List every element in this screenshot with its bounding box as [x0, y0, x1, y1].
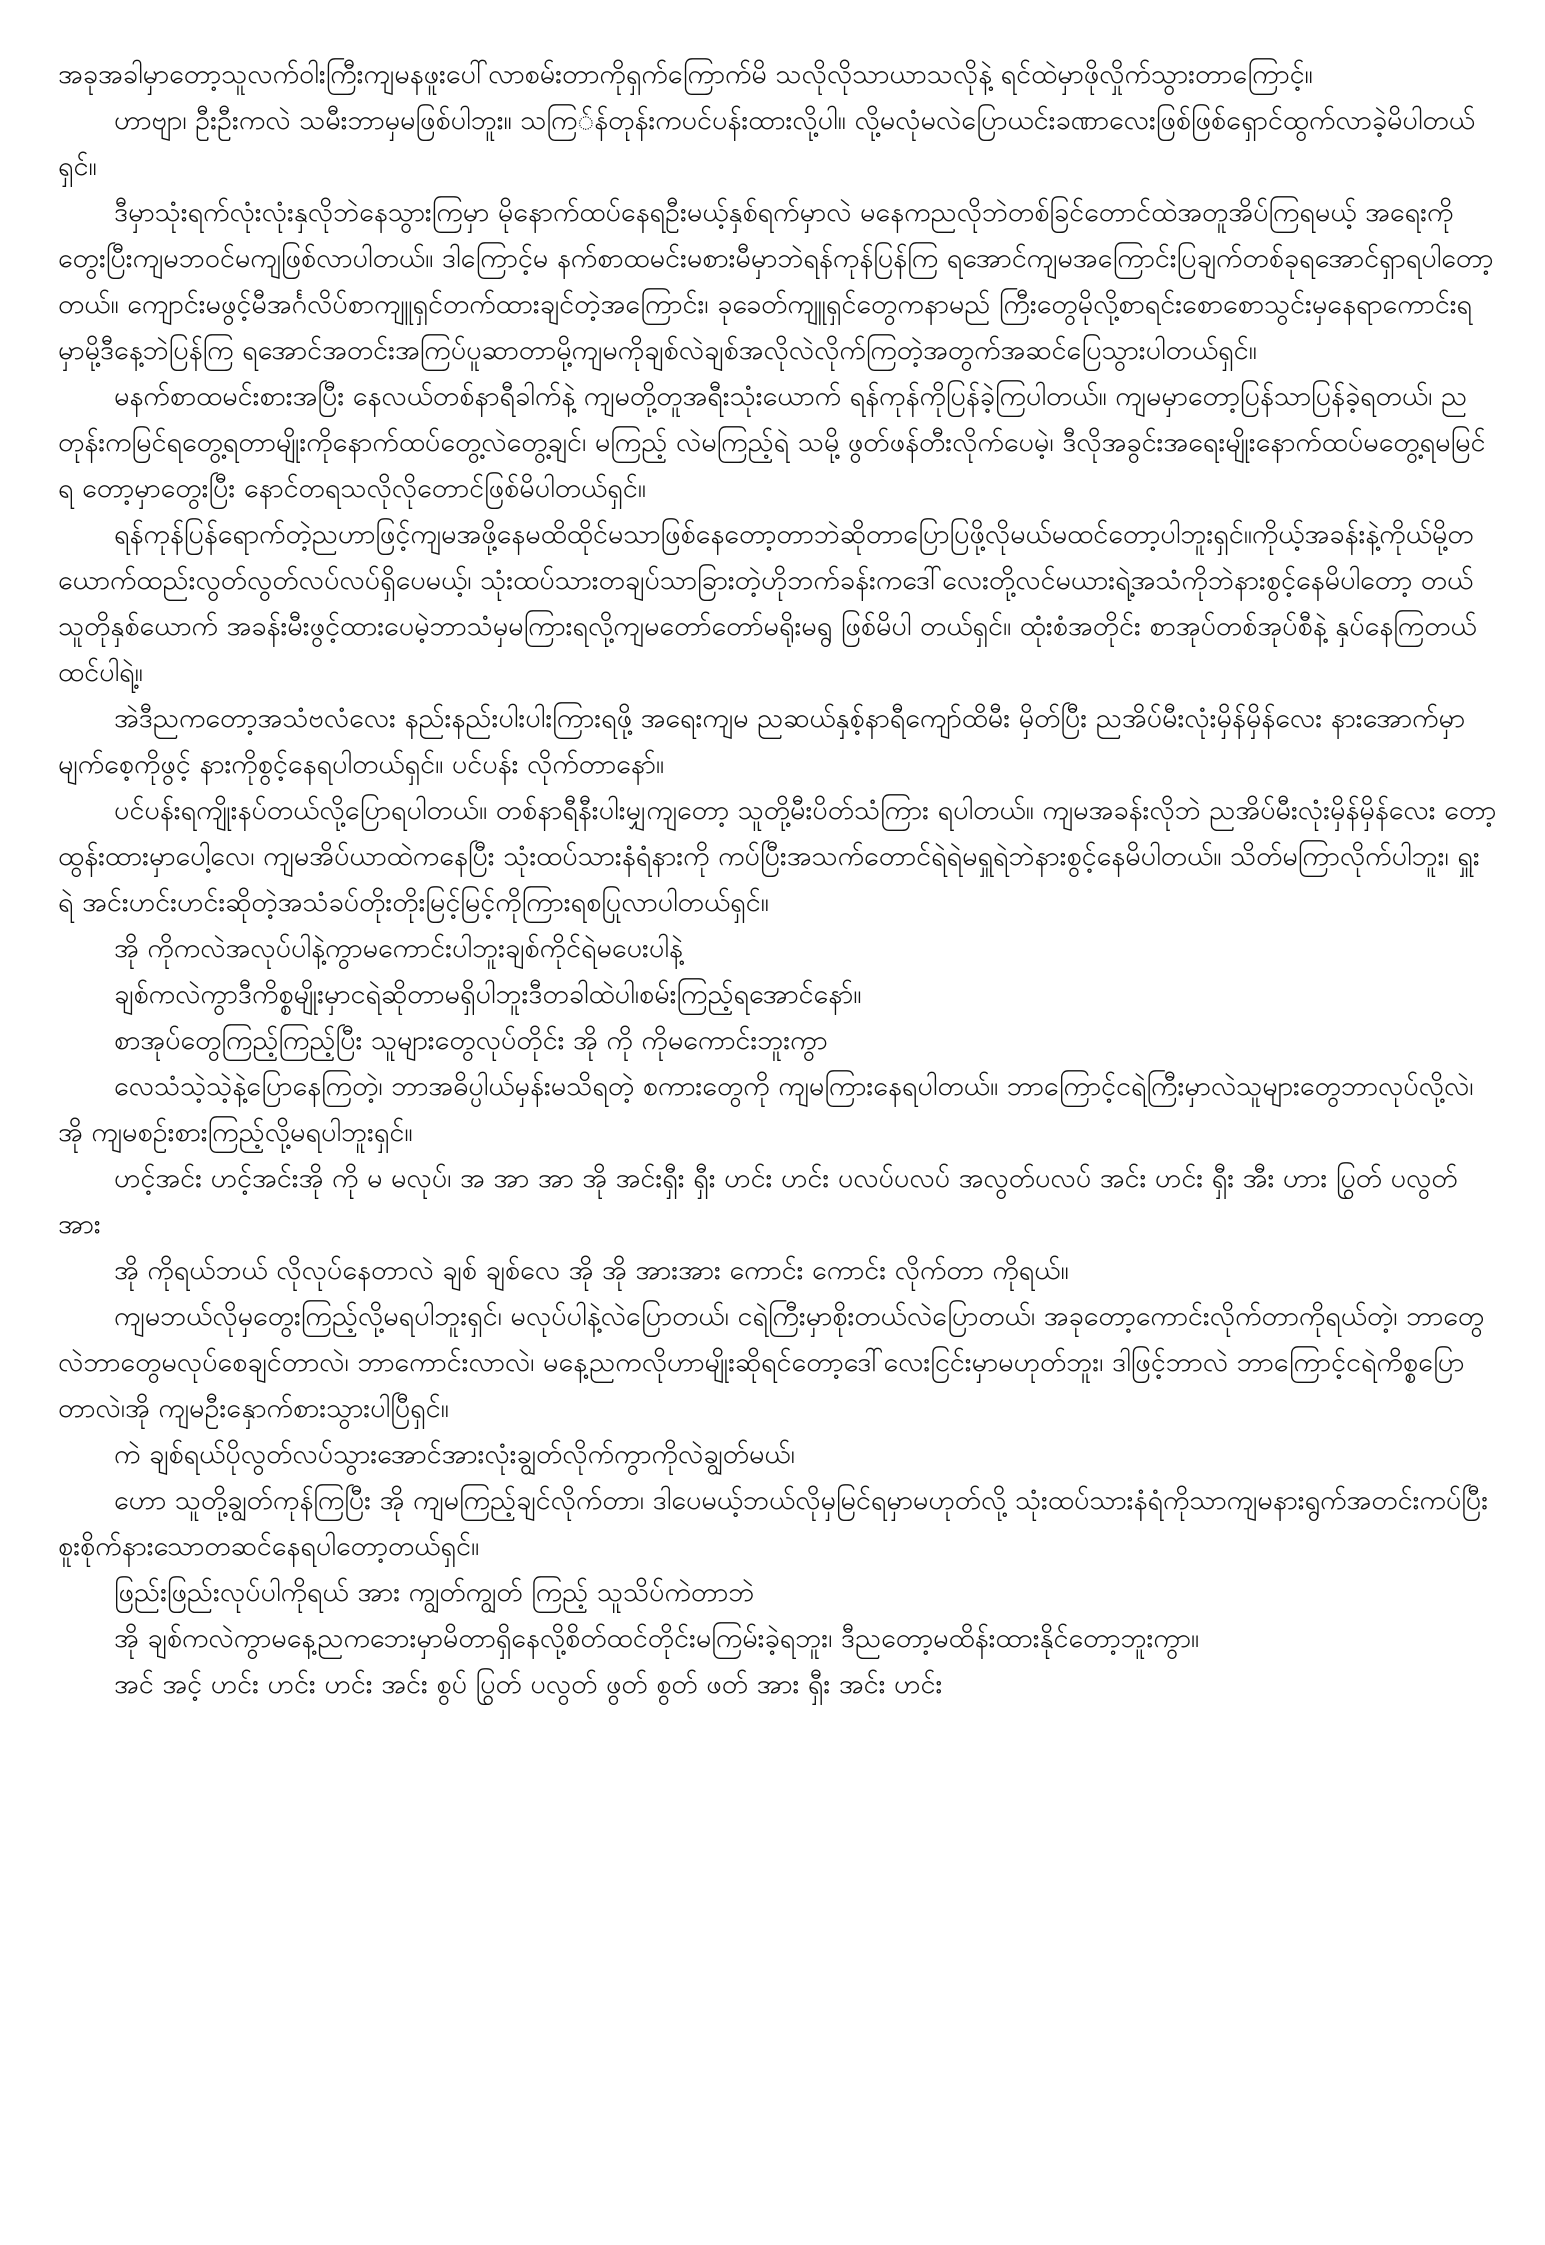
paragraph-2: ဟာဗျာ၊ ဦးဦးကလဲ သမီးဘာမှမဖြစ်ပါဘူး။ သကြ်န်တုန်းကပင်ပန်းထားလို့ပါ။ လို့မလုံမလဲပြောယင်းခဏာလေးဖြစ်ဖြစ်ရှောင်ထွက်လာခဲ့မိပါတယ်ရှင်။ [58, 105, 1475, 182]
paragraph-9: ချစ်ကလဲကွာဒီကိစ္စမျိုးမှာငရဲဆိုတာမရှိပါဘူးဒီတခါထဲပါ၊စမ်းကြည့်ရအောင်နော်။ [114, 979, 862, 1010]
paragraph-19: အင် အင့် ဟင်း ဟင်း ဟင်း အင်း စွပ် ပြွတ် ပလွတ် ဖွတ် စွတ် ဖတ် အား ရှီး အင်း ဟင်း [114, 1669, 943, 1700]
paragraph-10: စာအုပ်တွေကြည့်ကြည့်ပြီး သူများတွေလုပ်တိုင်း အို ကို ကိုမကောင်းဘူးကွာ [114, 1025, 828, 1056]
paragraph-17: ဖြည်းဖြည်းလုပ်ပါကိုရယ် အား ကျွတ်ကျွတ် ကြည့် သူသိပ်ကဲတာဘဲ [114, 1577, 755, 1608]
paragraph-16: ဟော သူတို့ချွတ်ကုန်ကြပြီး အို ကျမကြည့်ချင်လိုက်တာ၊ ဒါပေမယ့်ဘယ်လိုမှမြင်ရမှာမဟုတ်လို့ သုံးထပ်သားနံရံကိုသာကျမနားရွက်အတင်းကပ်ပြီးစူးစိုက်နားသောတဆင်နေရပါတော့တယ်ရှင်။ [58, 1485, 1489, 1562]
paragraph-5: ရန်ကုန်ပြန်ရောက်တဲ့ညဟာဖြင့်ကျမအဖို့နေမထိထိုင်မသာဖြစ်နေတော့တာဘဲဆိုတာပြောပြဖို့လိုမယ်မထင်တော့ပါဘူးရှင်။ကိုယ့်အခန်းနဲ့ကိုယ်မို့တယောက်ထည်းလွတ်လွတ်လပ်လပ်ရှိပေမယ့်၊ သုံးထပ်သားတချပ်သာခြားတဲ့ဟိုဘက်ခန်းကဒေါ်လေးတို့လင်မယားရဲ့အသံကိုဘဲနားစွင့်နေမိပါတော့ တယ် သူတိုနှစ်ယောက် အခန်းမီးဖွင့်ထားပေမဲ့ဘာသံမှမကြားရလို့ကျမတော်တော်မရိုးမရွ ဖြစ်မိပါ တယ်ရှင်။ ထုံးစံအတိုင်း စာအုပ်တစ်အုပ်စီနဲ့ နှပ်နေကြတယ်ထင်ပါရဲ့။ [58, 519, 1477, 688]
paragraph-3: ဒီမှာသုံးရက်လုံးလုံးနှလိုဘဲနေသွားကြမှာ မိုနောက်ထပ်နေရဦးမယ့်နှစ်ရက်မှာလဲ မနေကညလိုဘဲတစ်ခြင်တောင်ထဲအတူအိပ်ကြရမယ့် အရေးကိုတွေးပြီးကျမဘဝင်မကျဖြစ်လာပါတယ်။ ဒါကြောင့်မ နက်စာထမင်းမစားမီမှာဘဲရန်ကုန်ပြန်ကြ ရအောင်ကျမအကြောင်းပြချက်တစ်ခုရအောင်ရှာရပါတော့တယ်။ ကျောင်းမဖွင့်မီအင်္ဂလိပ်စာကျူရှင်တက်ထားချင်တဲ့အကြောင်း၊ ခုခေတ်ကျူရှင်တွေကနာမည် ကြီးတွေမိုလို့စာရင်းစောစောသွင်းမှနေရာကောင်းရမှာမို့ဒီနေ့ဘဲပြန်ကြ ရအောင်အတင်းအကြပ်ပူဆာတာမို့ကျမကိုချစ်လဲချစ်အလိုလဲလိုက်ကြတဲ့အတွက်အဆင်ပြေသွားပါတယ်ရှင်။ [58, 197, 1494, 366]
paragraph-13: အို ကိုရယ်ဘယ် လိုလုပ်နေတာလဲ ချစ် ချစ်လေ အို အို အားအား ကောင်း ကောင်း လိုက်တာ ကိုရယ်။ [114, 1255, 1069, 1286]
paragraph-18: အို ချစ်ကလဲကွာမနေ့ညကဘေးမှာမိတာရှိနေလို့စိတ်ထင်တိုင်းမကြမ်းခဲ့ရဘူး၊ ဒီညတော့မထိန်းထားနိုင်တော့ဘူးကွာ။ [114, 1623, 1200, 1654]
document-page [58, 52, 1498, 1708]
paragraph-12: ဟင့်အင်း ဟင့်အင်းအို ကို မ မလုပ်၊ အ အာ အာ အို အင်းရှီး ရှီး ဟင်း ဟင်း ပလပ်ပလပ် အလွတ်ပလပ် အင်း ဟင်း ရှီး အီး ဟား ပြွတ် ပလွတ် အား [58, 1163, 1458, 1240]
paragraph-6: အဲဒီညကတော့အသံဗလံလေး နည်းနည်းပါးပါးကြားရဖို့ အရေးကျမ ညဆယ်နှစ့်နာရီကျော်ထိမီး မှိတ်ပြီး ညအိပ်မီးလုံးမှိန်မှိန်လေး နားအောက်မှာ မျက်စေ့ကိုဖွင့် နားကိုစွင့်နေရပါတယ်ရှင်။ ပင်ပန်း လိုက်တာနော်။ [58, 703, 1466, 780]
paragraph-4: မနက်စာထမင်းစားအပြီး နေလယ်တစ်နာရီခါက်နဲ့ ကျမတို့တူအရီးသုံးယောက် ရန်ကုန်ကိုပြန်ခဲ့ကြပါတယ်။ ကျမမှာတော့ပြန်သာပြန်ခဲ့ရတယ်၊ ညတုန်းကမြင်ရတွေ့ရတာမျိုးကိုနောက်ထပ်တွေ့လဲတွေ့ချင်၊ မကြည့် လဲမကြည့်ရဲ သမို့ ဖွတ်ဖန်တီးလိုက်ပေမဲ့၊ ဒီလိုအခွင်းအရေးမျိုးနောက်ထပ်မတွေ့ရမမြင်ရ တော့မှာတွေးပြီး နောင်တရသလိုလိုတောင်ဖြစ်မိပါတယ်ရှင်။ [58, 381, 1486, 504]
paragraph-1: အခုအခါမှာတော့သူလက်ဝါးကြီးကျမနဖူးပေါ်လာစမ်းတာကိုရှက်ကြောက်မိ သလိုလိုသာယာသလိုနဲ့ ရင်ထဲမှာဖိုလှိုက်သွားတာကြောင့်။ [58, 59, 1313, 90]
paragraph-11: လေသံသဲ့သဲ့နဲ့ပြောနေကြတဲ့၊ ဘာအဓိပ္ပါယ်မှန်းမသိရတဲ့ စကားတွေကို ကျမကြားနေရပါတယ်။ ဘာကြောင့်ငရဲကြီးမှာလဲသူများတွေဘာလုပ်လို့လဲ၊ အို ကျမစဉ်းစားကြည့်လို့မရပါဘူးရှင်။ [58, 1071, 1474, 1148]
paragraph-15: ကဲ ချစ်ရယ်ပိုလွတ်လပ်သွားအောင်အားလုံးချွတ်လိုက်ကွာကိုလဲချွတ်မယ်၊ [114, 1439, 795, 1470]
paragraph-8: အို ကိုကလဲအလုပ်ပါနဲ့ကွာမကောင်းပါဘူးချစ်ကိုင်ရဲမပေးပါနဲ့ [114, 933, 683, 964]
paragraph-14: ကျမဘယ်လိုမှတွေးကြည့်လို့မရပါဘူးရှင်၊ မလုပ်ပါနဲ့လဲပြောတယ်၊ ငရဲကြီးမှာစိုးတယ်လဲပြောတယ်၊ အခုတော့ကောင်းလိုက်တာကိုရယ်တဲ့၊ ဘာတွေလဲဘာတွေမလုပ်စေချင်တာလဲ၊ ဘာကောင်းလာလဲ၊ မနေ့ညကလိုဟာမျိုးဆိုရင်တော့ဒေါ်လေးငြင်းမှာမဟုတ်ဘူး၊ ဒါဖြင့်ဘာလဲ ဘာကြောင့်ငရဲကိစ္စပြော တာလဲ၊အို ကျမဦးနှောက်စားသွားပါပြီရှင်။ [58, 1301, 1485, 1424]
paragraph-7: ပင်ပန်းရကျိုးနပ်တယ်လို့ပြောရပါတယ်။ တစ်နာရီနီးပါးမျှကျတော့ သူတို့မီးပိတ်သံကြား ရပါတယ်။ ကျမအခန်းလိုဘဲ ညအိပ်မီးလုံးမှိန်မှိန်လေး တော့ထွန်းထားမှာပေါ့လေ၊ ကျမအိပ်ယာထဲကနေပြီး သုံးထပ်သားနံရံနားကို ကပ်ပြီးအသက်တောင်ရဲရဲမရှူရဲဘဲနားစွင့်နေမိပါတယ်။ သိတ်မကြာလိုက်ပါဘူး၊ ရှူး ရဲ အင်းဟင်းဟင်းဆိုတဲ့အသံခပ်တိုးတိုးမြင့်မြင့်ကိုကြားရစပြုလာပါတယ်ရှင်။ [58, 795, 1497, 918]
